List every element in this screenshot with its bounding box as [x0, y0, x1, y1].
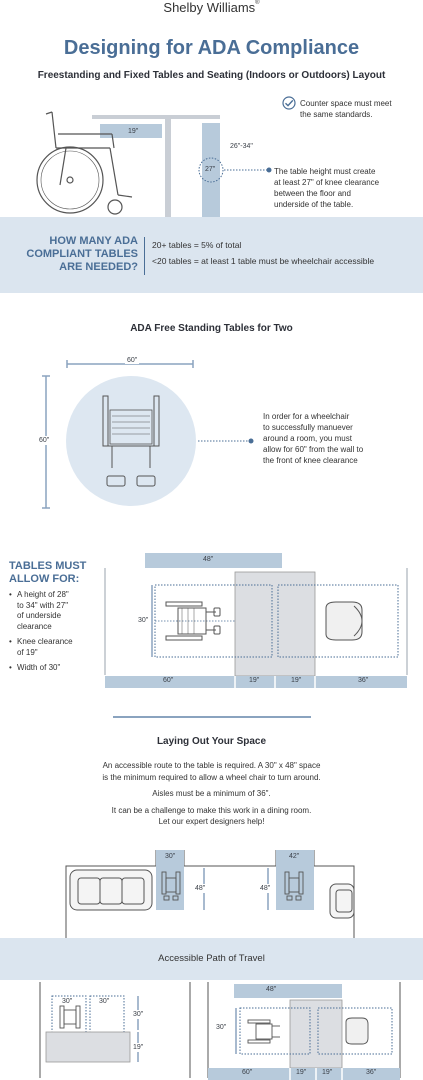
dim-left-30-a: 30" [62, 998, 73, 1005]
note-counter [300, 98, 392, 120]
dim-bottom-19b: 19" [291, 677, 302, 684]
dim-left-30: 30" [165, 853, 176, 860]
dim-48-top: 48" [203, 556, 214, 563]
section2-note [263, 411, 363, 466]
requirement-line: A height of 28" [17, 590, 69, 599]
requirement-item: • Knee clearance of 19" [9, 637, 73, 657]
note-height-line: between the floor and [274, 189, 351, 198]
section4-title: Laying Out Your Space [156, 736, 267, 747]
note-height-line: at least 27" of knee clearance [274, 178, 380, 187]
requirements-list [9, 590, 73, 674]
band-rule-2: <20 tables = at least 1 table must be wheelchair accessible [152, 256, 375, 266]
dim-bottom-36: 36" [358, 677, 369, 684]
dim-left-30-b: 30" [99, 998, 110, 1005]
pointer-dot [249, 439, 254, 444]
armchair-icon [330, 884, 354, 918]
requirement-item: • A height of 28" to 34" with 27" of underside clearance [9, 590, 73, 632]
section2-note-line: to successfully manuever [263, 423, 353, 432]
dim-right-bottom-36: 36" [366, 1069, 377, 1076]
note-height-line: The table height must create [274, 167, 376, 176]
dim-right-bottom-19b: 19" [322, 1069, 333, 1076]
registered-mark: ® [255, 0, 260, 6]
requirement-line: Width of 30" [17, 663, 61, 672]
pointer-dot [267, 168, 272, 173]
dim-left-30-c: 30" [133, 1011, 144, 1018]
table-leg [165, 119, 171, 217]
note-height-line: underside of the table. [274, 200, 354, 209]
requirement-line: Knee clearance [17, 637, 73, 646]
dim-60-height: 60" [39, 437, 50, 444]
band-rule-1: 20+ tables = 5% of total [152, 240, 242, 250]
section4-para-line: is the minimum required to allow a wheel chair to turn around. [102, 772, 321, 782]
requirement-line: to 34" with 27" [17, 600, 69, 610]
path-layout-diagram [0, 980, 423, 1080]
requirement-line: clearance [17, 621, 52, 631]
note-counter-line: Counter space must meet [300, 99, 392, 108]
dim-right-30-side: 30" [216, 1024, 227, 1031]
section2-note-line: the front of knee clearance [263, 456, 358, 465]
path-of-travel-band [0, 938, 423, 980]
wheelchair-top-icon [60, 1006, 80, 1028]
check-circle-icon [282, 96, 296, 110]
table-top-view [46, 1032, 130, 1062]
dim-right-bottom-60: 60" [242, 1069, 253, 1076]
section2-title: ADA Free Standing Tables for Two [130, 323, 293, 334]
section4-text [0, 760, 423, 828]
band-divider [144, 237, 145, 275]
sofa-icon [70, 870, 152, 910]
band-question [0, 235, 138, 274]
band-question-line: HOW MANY ADA [49, 235, 138, 247]
dim-right-48: 48" [260, 885, 271, 892]
dim-bottom-60: 60" [163, 677, 174, 684]
band-question-line: ARE NEEDED? [59, 261, 138, 273]
dim-right-42: 42" [289, 853, 300, 860]
table-top [92, 115, 220, 119]
page-title: Designing for ADA Compliance [63, 37, 360, 59]
band-question-line: COMPLIANT TABLES [26, 248, 138, 260]
tables-must-line: ALLOW FOR: [9, 573, 80, 585]
dim-band-48 [234, 984, 342, 998]
page-subtitle: Freestanding and Fixed Tables and Seating (Indoors or Outdoors) Layout [37, 70, 386, 81]
section4-para-line: Aisles must be a minimum of 36". [152, 789, 271, 798]
section2-note-line: In order for a wheelchair [263, 412, 350, 421]
dim-table-height: 26"-34" [230, 143, 253, 150]
requirement-line: of underside [17, 611, 62, 620]
dim-knee-27: 27" [205, 166, 216, 173]
table-top-view [290, 1000, 342, 1068]
dim-right-48-top: 48" [266, 986, 277, 993]
section4-para-line: An accessible route to the table is required. A 30" x 48" space [102, 761, 321, 770]
dim-left-19: 19" [133, 1044, 144, 1051]
section2-note-line: allow for 60" from the wall to [263, 445, 364, 454]
dim-60-width: 60" [127, 357, 138, 364]
table-top-view [235, 572, 315, 676]
dim-bottom-19a: 19" [249, 677, 260, 684]
tables-must-line: TABLES MUST [9, 560, 87, 572]
chair-top-icon [346, 1018, 368, 1044]
tables-must-heading [9, 560, 86, 586]
path-of-travel-label: Accessible Path of Travel [158, 953, 265, 964]
note-table-height [274, 166, 379, 210]
dim-30-side: 30" [138, 617, 149, 624]
room-layout-diagram [0, 848, 423, 940]
requirement-line: of 19" [17, 647, 38, 657]
note-counter-line: the same standards. [300, 110, 373, 119]
brand-name: Shelby Williams [163, 0, 256, 15]
section4-para-line: It can be a challenge to make this work in a dining room. [111, 805, 312, 815]
turning-circle [66, 376, 196, 506]
dim-knee-19: 19" [128, 128, 139, 135]
brand-logo [0, 0, 423, 15]
dim-band-48 [145, 553, 282, 568]
section2-note-line: around a room, you must [263, 434, 352, 443]
table-layout-plan [104, 550, 414, 690]
requirement-item: • Width of 30" [9, 663, 73, 674]
dim-left-48: 48" [195, 885, 206, 892]
wheelchair-top-icon [248, 1020, 280, 1043]
chair-top-icon [326, 602, 362, 640]
section4-para-line: Let our expert designers help! [158, 817, 265, 826]
tables-needed-band [0, 217, 423, 293]
dim-right-bottom-19a: 19" [296, 1069, 307, 1076]
section-divider [113, 716, 311, 718]
